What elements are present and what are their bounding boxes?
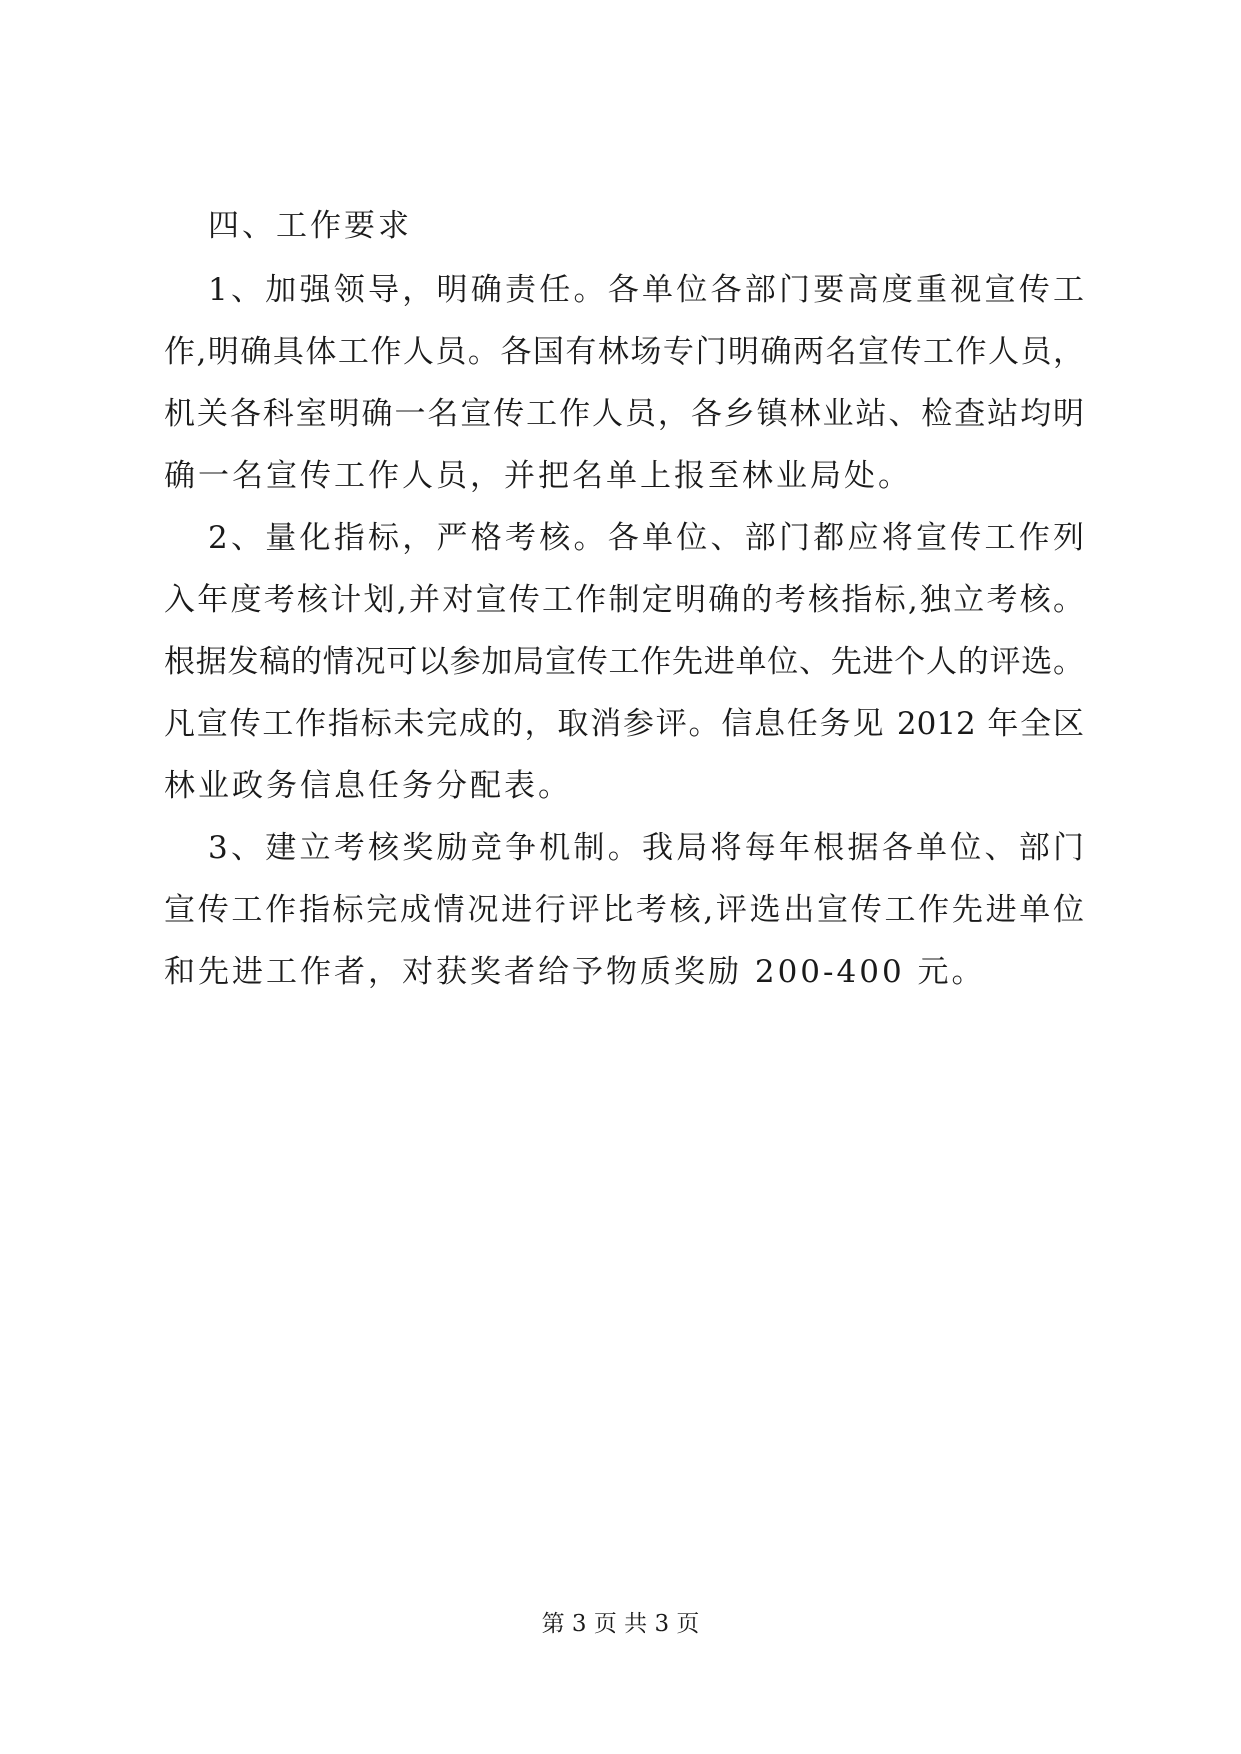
paragraph-line: 1、加强领导，明确责任。各单位各部门要高度重视宣传工	[208, 272, 1084, 308]
section-heading: 四、工作要求	[208, 208, 412, 244]
paragraph-line: 和先进工作者，对获奖者给予物质奖励 200-400 元。	[164, 954, 986, 990]
paragraph-line: 作,明确具体工作人员。各国有林场专门明确两名宣传工作人员，	[164, 334, 1084, 370]
paragraph-line: 宣传工作指标完成情况进行评比考核,评选出宣传工作先进单位	[164, 892, 1084, 928]
page-footer: 第 3 页 共 3 页	[541, 1611, 700, 1637]
paragraph-line: 入年度考核计划,并对宣传工作制定明确的考核指标,独立考核。	[164, 582, 1084, 618]
paragraph-line: 凡宣传工作指标未完成的，取消参评。信息任务见 2012 年全区	[164, 706, 1084, 742]
paragraph-line: 3、建立考核奖励竞争机制。我局将每年根据各单位、部门	[208, 830, 1084, 866]
paragraph-line: 2、量化指标，严格考核。各单位、部门都应将宣传工作列	[208, 520, 1084, 556]
paragraph-line: 确一名宣传工作人员，并把名单上报至林业局处。	[164, 458, 912, 494]
paragraph-line: 林业政务信息任务分配表。	[164, 768, 572, 804]
paragraph-line: 机关各科室明确一名宣传工作人员，各乡镇林业站、检查站均明	[164, 396, 1084, 432]
paragraph-line: 根据发稿的情况可以参加局宣传工作先进单位、先进个人的评选。	[164, 644, 1084, 680]
